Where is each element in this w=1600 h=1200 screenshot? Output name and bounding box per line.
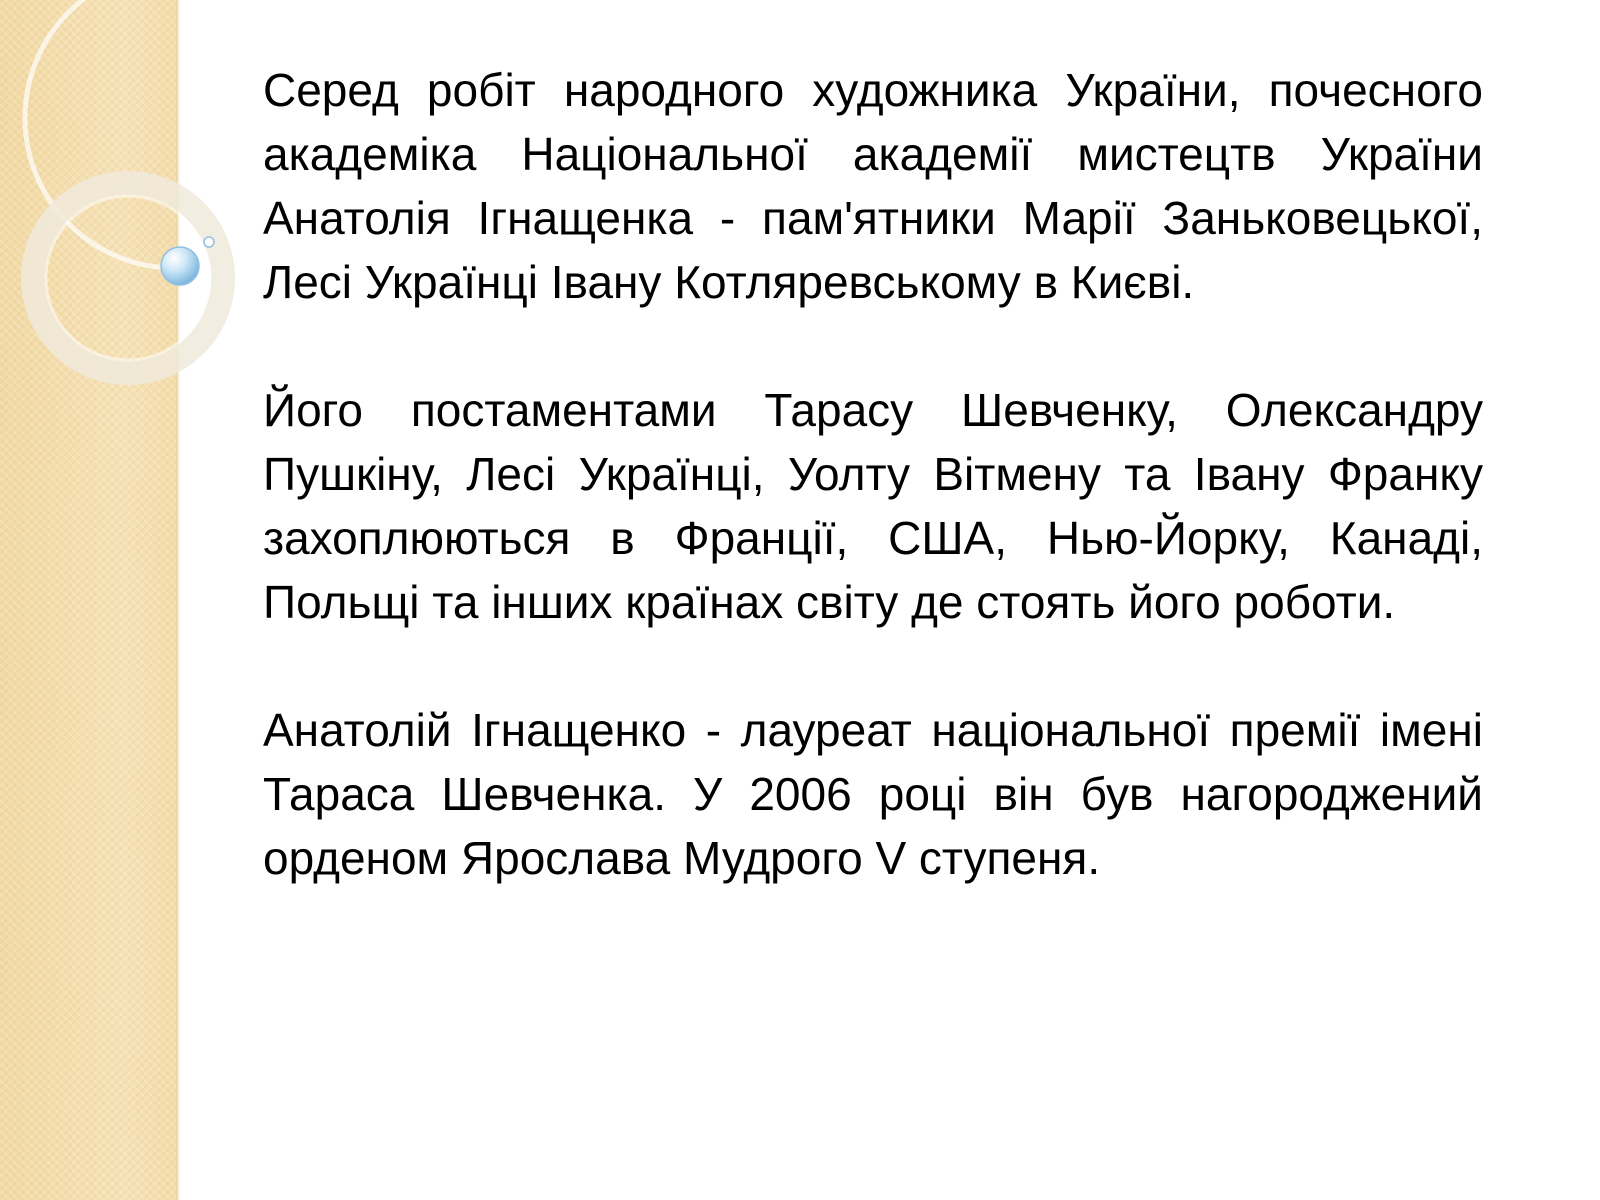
bubble-large <box>161 247 199 285</box>
paragraph-pedestals: Його постаментами Тарасу Шевченку, Олександру Пушкіну, Лесі Українці, Уолту Вітмену та Івану Франку захоплюються в Франції, США, Нью-Йорку, Канаді, Польщі та інших країнах світу де стоять його роботи. <box>263 384 1483 628</box>
decorative-rings <box>0 0 240 420</box>
paragraph-awards: Анатолій Ігнащенко - лауреат національної премії імені Тараса Шевченка. У 2006 році він був нагороджений орденом Ярослава Мудрого V ступеня. <box>263 704 1483 884</box>
paragraph-monuments: Серед робіт народного художника України, почесного академіка Національної академії мистецтв України Анатолія Ігнащенка - пам'ятники Марії Заньковецької, Лесі Українці Івану Котляревському в Києві. <box>263 64 1483 308</box>
slide-body <box>263 58 1483 954</box>
bubble-small <box>204 237 214 247</box>
